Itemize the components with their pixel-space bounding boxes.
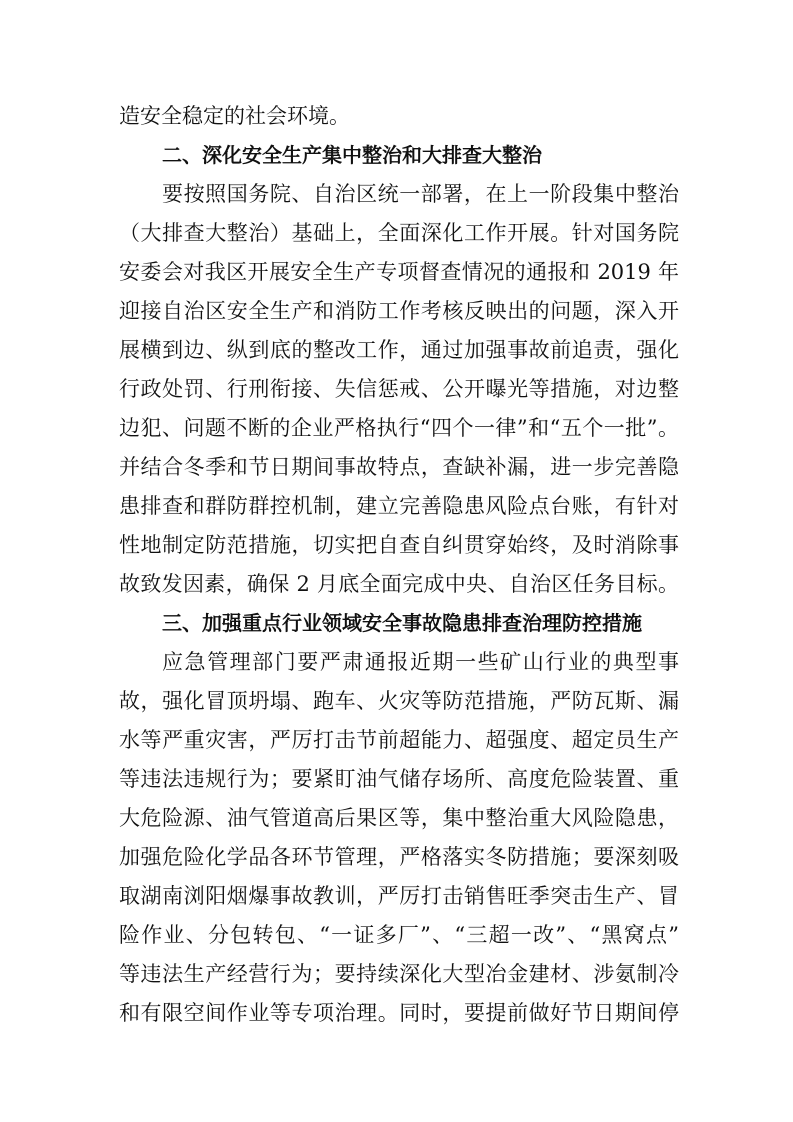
body-text-line: 应急管理部门要严肃通报近期一些矿山行业的典型事 — [162, 650, 679, 674]
body-text-line: 造安全稳定的社会环境。 — [119, 104, 350, 128]
body-text-line: 要按照国务院、自治区统一部署，在上一阶段集中整治 — [162, 182, 679, 206]
body-text-line: 和有限空间作业等专项治理。同时，要提前做好节日期间停 — [119, 1001, 679, 1025]
body-text-line: 并结合冬季和节日期间事故特点，查缺补漏，进一步完善隐 — [119, 455, 679, 479]
body-text-line: 展横到边、纵到底的整改工作，通过加强事故前追责，强化 — [119, 338, 679, 362]
body-text-line: 加强危险化学品各环节管理，严格落实冬防措施；要深刻吸 — [119, 845, 679, 869]
section-heading-2: 二、深化安全生产集中整治和大排查大整治 — [162, 143, 542, 167]
body-text-line: （大排查大整治）基础上，全面深化工作开展。针对国务院 — [119, 221, 679, 245]
body-text-line: 安委会对我区开展安全生产专项督查情况的通报和 2019 年 — [119, 260, 679, 284]
body-text-line: 患排查和群防群控机制，建立完善隐患风险点台账，有针对 — [119, 494, 679, 518]
body-text-line: 水等严重灾害，严厉打击节前超能力、超强度、超定员生产 — [119, 728, 679, 752]
body-text-line: 取湖南浏阳烟爆事故教训，严厉打击销售旺季突击生产、冒 — [119, 884, 679, 908]
section-heading-3: 三、加强重点行业领域安全事故隐患排查治理防控措施 — [162, 611, 642, 635]
body-text-line: 险作业、分包转包、“一证多厂”、“三超一改”、“黑窝点” — [119, 923, 679, 947]
body-text-line: 行政处罚、行刑衔接、失信惩戒、公开曝光等措施，对边整 — [119, 377, 679, 401]
body-text-line: 故致发因素，确保 2 月底全面完成中央、自治区任务目标。 — [119, 572, 679, 596]
body-text-line: 故，强化冒顶坍塌、跑车、火灾等防范措施，严防瓦斯、漏 — [119, 689, 679, 713]
body-text-line: 性地制定防范措施，切实把自查自纠贯穿始终，及时消除事 — [119, 533, 679, 557]
body-text-line: 迎接自治区安全生产和消防工作考核反映出的问题，深入开 — [119, 299, 679, 323]
body-text-line: 等违法生产经营行为；要持续深化大型冶金建材、涉氨制冷 — [119, 962, 679, 986]
body-text-line: 等违法违规行为；要紧盯油气储存场所、高度危险装置、重 — [119, 767, 679, 791]
body-text-line: 边犯、问题不断的企业严格执行“四个一律”和“五个一批”。 — [119, 416, 679, 440]
body-text-line: 大危险源、油气管道高后果区等，集中整治重大风险隐患， — [119, 806, 679, 830]
